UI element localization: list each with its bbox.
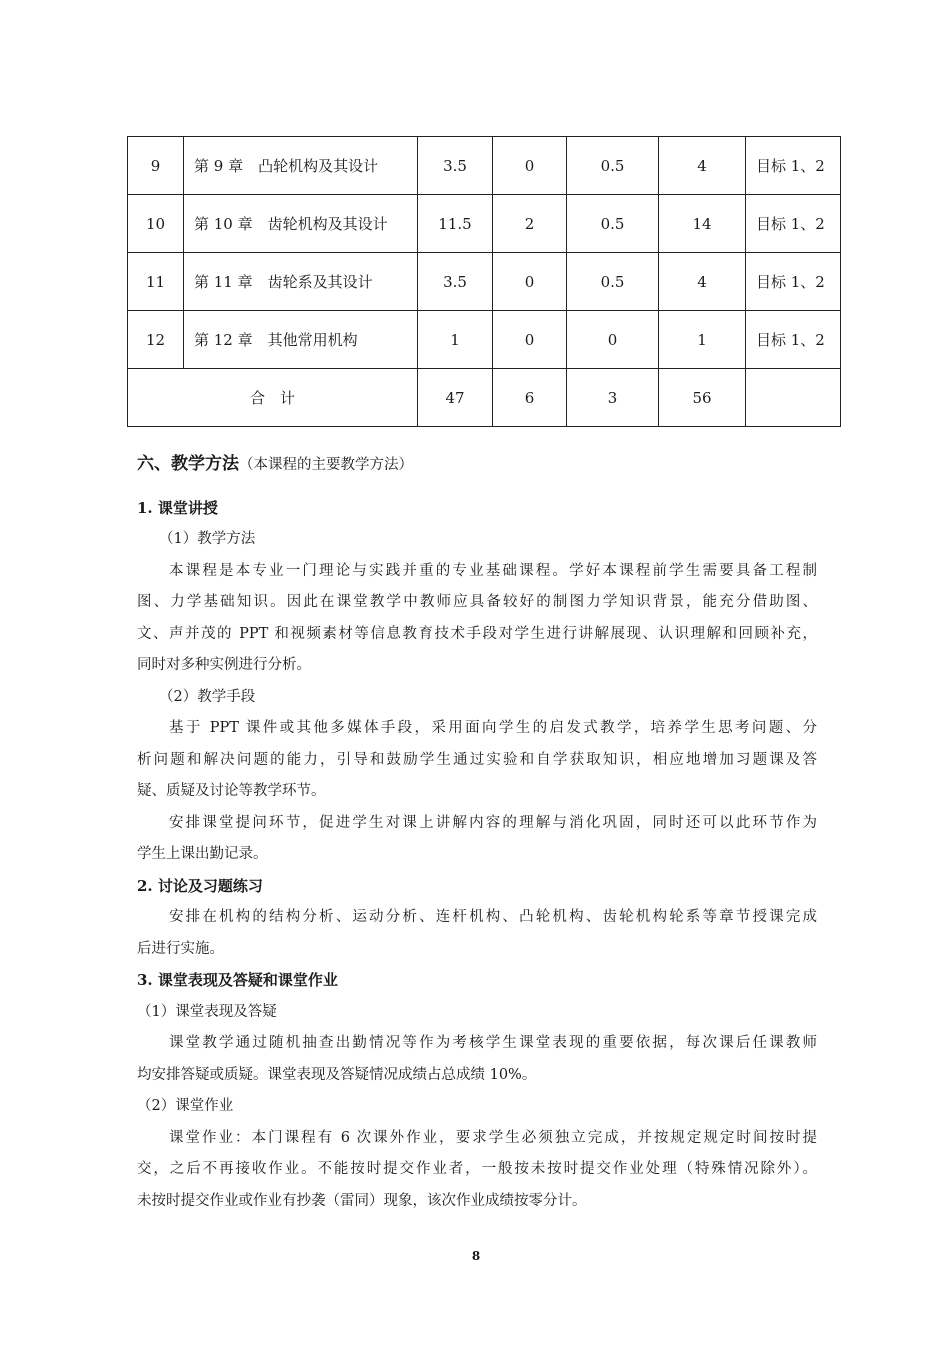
chapter-number-cell: 12 [128, 311, 184, 369]
hours-cell: 1 [418, 311, 493, 369]
section-title: 六、教学方法 [137, 454, 239, 474]
goal-cell: 目标 1、2 [746, 195, 841, 253]
chapter-number-cell: 9 [128, 137, 184, 195]
sub-heading-means: （2）教学手段 [159, 688, 256, 705]
paragraph-discussion [137, 902, 817, 965]
paragraph-lecture-methods [137, 556, 817, 682]
hours-total-cell: 14 [659, 195, 746, 253]
paragraph-line: 基于 PPT 课件或其他多媒体手段，采用面向学生的启发式教学，培养学生思考问题、分 [169, 720, 817, 736]
total-label-cell: 合 计 [128, 369, 418, 427]
hours-cell: 0 [567, 311, 659, 369]
paragraph-lecture-questions [137, 808, 817, 871]
course-hours-table [127, 136, 841, 427]
hours-cell: 0.5 [567, 253, 659, 311]
hours-cell: 0.5 [567, 137, 659, 195]
chapter-title-cell: 第 12 章 其他常用机构 [184, 311, 418, 369]
hours-total-cell: 1 [659, 311, 746, 369]
paragraph-line: 课堂作业：本门课程有 6 次课外作业，要求学生必须独立完成，并按规定规定时间按时提 [169, 1129, 817, 1146]
paragraph-line: 安排课堂提问环节，促进学生对课上讲解内容的理解与消化巩固，同时还可以此环节作为 [169, 814, 817, 831]
chapter-number-cell: 11 [128, 253, 184, 311]
table-row [128, 195, 841, 253]
hours-cell: 0.5 [567, 195, 659, 253]
total-hours-cell: 6 [493, 369, 567, 427]
subsection-title-discussion: 2. 讨论及习题练习 [137, 876, 263, 895]
table-row [128, 253, 841, 311]
paragraph-line: 课堂教学通过随机抽查出勤情况等作为考核学生课堂表现的重要依据，每次课后任课教师 [169, 1035, 817, 1051]
paragraph-line: 后进行实施。 [137, 940, 224, 957]
paragraph-line: 本课程是本专业一门理论与实践并重的专业基础课程。学好本课程前学生需要具备工程制 [169, 562, 817, 579]
paragraph-line: 学生上课出勤记录。 [137, 846, 268, 862]
paragraph-line: 未按时提交作业或作业有抄袭（雷同）现象，该次作业成绩按零分计。 [137, 1192, 587, 1209]
subsection-title-performance: 3. 课堂表现及答疑和课堂作业 [137, 971, 338, 989]
hours-cell: 2 [493, 195, 567, 253]
hours-cell: 0 [493, 137, 567, 195]
hours-total-cell: 4 [659, 137, 746, 195]
teaching-methods-section [137, 449, 817, 1217]
hours-cell: 0 [493, 311, 567, 369]
paragraph-line: 同时对多种实例进行分析。 [137, 657, 311, 673]
total-goal-cell [746, 369, 841, 427]
paragraph-line: 交，之后不再接收作业。不能按时提交作业者，一般按未按时提交作业处理（特殊情况除外）。 [137, 1161, 817, 1177]
paragraph-performance [137, 1028, 817, 1091]
paragraph-line: 文、声并茂的 PPT 和视频素材等信息教育技术手段对学生进行讲解展现、认识理解和回顾补充， [137, 625, 817, 642]
total-hours-cell: 47 [418, 369, 493, 427]
hours-cell: 0 [493, 253, 567, 311]
paragraph-line: 均安排答疑或质疑。课堂表现及答疑情况成绩占总成绩 10%。 [137, 1066, 537, 1083]
hours-total-cell: 4 [659, 253, 746, 311]
page-number: 8 [471, 1249, 481, 1263]
sub-heading-performance: （1）课堂表现及答疑 [137, 1003, 277, 1020]
section-heading [137, 449, 817, 481]
chapter-title-cell: 第 11 章 齿轮系及其设计 [184, 253, 418, 311]
paragraph-line: 疑、质疑及讨论等教学环节。 [137, 783, 326, 799]
goal-cell: 目标 1、2 [746, 311, 841, 369]
total-hours-cell: 56 [659, 369, 746, 427]
subsection-title-lecture: 1. 课堂讲授 [137, 498, 218, 517]
goal-cell: 目标 1、2 [746, 137, 841, 195]
chapter-title-cell: 第 10 章 齿轮机构及其设计 [184, 195, 418, 253]
paragraph-homework [137, 1123, 817, 1218]
paragraph-line: 析问题和解决问题的能力，引导和鼓励学生通过实验和自学获取知识，相应地增加习题课及答 [137, 751, 817, 768]
hours-cell: 11.5 [418, 195, 493, 253]
table-total-row [128, 369, 841, 427]
hours-cell: 3.5 [418, 137, 493, 195]
hours-cell: 3.5 [418, 253, 493, 311]
total-hours-cell: 3 [567, 369, 659, 427]
table-row [128, 137, 841, 195]
goal-cell: 目标 1、2 [746, 253, 841, 311]
paragraph-lecture-means [137, 713, 817, 808]
paragraph-line: 图、力学基础知识。因此在课堂教学中教师应具备较好的制图力学知识背景，能充分借助图、 [137, 594, 817, 610]
table-row [128, 311, 841, 369]
paragraph-line: 安排在机构的结构分析、运动分析、连杆机构、凸轮机构、齿轮机构轮系等章节授课完成 [169, 909, 817, 925]
sub-heading-methods: （1）教学方法 [159, 531, 256, 547]
chapter-title-cell: 第 9 章 凸轮机构及其设计 [184, 137, 418, 195]
chapter-number-cell: 10 [128, 195, 184, 253]
sub-heading-homework: （2）课堂作业 [137, 1098, 234, 1114]
section-note: （本课程的主要教学方法） [239, 457, 413, 473]
